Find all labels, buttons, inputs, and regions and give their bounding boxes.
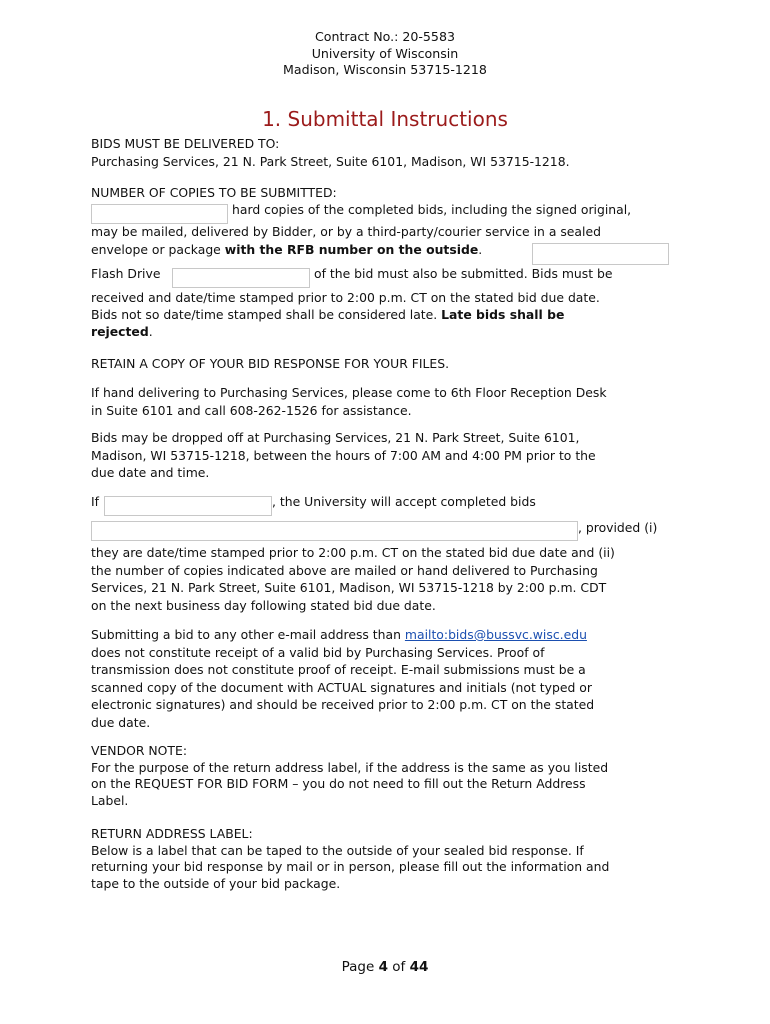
rfb-outside-note: with the RFB number on the outside [224,242,479,257]
late-bids-warning: Late bids shall be [441,307,565,322]
delivery-section [91,135,681,170]
email-line-4: scanned copy of the document with ACTUAL signatures and initials (not typed or [91,679,592,695]
copies-line-6-text: Bids not so date/time stamped shall be considered late. [91,307,442,322]
copies-line-7 [91,323,681,341]
provided-text: , provided (i) [578,520,658,535]
conditional-line-6: on the next business day following stated bid due date. [91,597,436,613]
bids-email-link[interactable]: mailto:bids@bussvc.wisc.edu [404,627,587,642]
accept-text: , the University will accept completed bids [272,494,536,509]
flash-drive-field[interactable] [172,268,310,288]
vendor-note-line-1: For the purpose of the return address label, if the address is the same as you listed [91,759,609,775]
dropoff-line-2: Madison, WI 53715-1218, between the hours of 7:00 AM and 4:00 PM prior to the [91,447,596,463]
dropoff-line-1: Bids may be dropped off at Purchasing Services, 21 N. Park Street, Suite 6101, [91,430,580,445]
copies-line-3-text: envelope or package [91,242,225,257]
delivery-heading: BIDS MUST BE DELIVERED TO: [91,136,280,151]
copies-line-2: may be mailed, delivered by Bidder, or by a third-party/courier service in a sealed [91,224,601,239]
page-footer [0,959,770,975]
copies-line-3-end: . [478,242,483,257]
return-label-section [91,826,681,892]
conditional-line-4: the number of copies indicated above are mailed or hand delivered to Purchasing [91,562,598,578]
page-number: 4 [378,959,388,975]
dropoff-section [91,429,681,482]
return-label-line-3: tape to the outside of your bid package. [91,875,341,891]
email-section [91,626,681,731]
vendor-note-line-2: on the REQUEST FOR BID FORM – you do not need to fill out the Return Address [91,776,586,791]
university-name: University of Wisconsin [311,45,459,61]
email-line-1-text: Submitting a bid to any other e-mail address than [91,627,405,642]
if-condition-field[interactable] [104,496,272,516]
page-label: Page [341,959,379,975]
return-label-line-2: returning your bid response by mail or in person, please fill out the information and [91,859,610,874]
copies-line-7-end: . [148,324,153,339]
section-title: 1. Submittal Instructions [262,107,508,131]
return-label-heading: RETURN ADDRESS LABEL: [91,826,253,841]
return-label-line-1: Below is a label that can be taped to the outside of your sealed bid response. If [91,842,584,858]
vendor-note-section [91,743,681,809]
conditional-line-3: they are date/time stamped prior to 2:00 p.m. CT on the stated bid due date and (ii) [91,545,615,560]
total-pages: 44 [409,959,429,975]
rejected-word: rejected [91,324,149,339]
conditional-line-5: Services, 21 N. Park Street, Suite 6101, Madison, WI 53715-1218 by 2:00 p.m. CDT [91,580,607,595]
vendor-note-line-3: Label. [91,792,129,808]
email-line-6: due date. [91,714,151,730]
hand-delivery-section [91,384,681,419]
retain-copy-note: RETAIN A COPY OF YOUR BID RESPONSE FOR YOUR FILES. [91,356,450,371]
email-line-2: does not constitute receipt of a valid bid by Purchasing Services. Proof of [91,644,545,660]
copies-line-5: received and date/time stamped prior to 2:00 p.m. CT on the stated bid due date. [91,290,600,305]
hand-delivery-line-2: in Suite 6101 and call 608-262-1526 for assistance. [91,402,412,418]
contract-number: Contract No.: 20-5583 [315,29,455,44]
email-line-3: transmission does not constitute proof of receipt. E-mail submissions must be a [91,662,586,677]
copies-heading: NUMBER OF COPIES TO BE SUBMITTED: [91,185,337,200]
delivery-address: Purchasing Services, 21 N. Park Street, Suite 6101, Madison, WI 53715-1218. [91,153,570,169]
if-label: If [91,494,100,509]
flash-drive-label: Flash Drive [91,266,161,281]
flash-drive-text: of the bid must also be submitted. Bids must be [314,266,613,281]
copies-line-6 [91,306,681,324]
accept-method-field[interactable] [91,521,578,541]
copies-extra-field[interactable] [532,243,669,265]
document-header [0,29,770,79]
university-address: Madison, Wisconsin 53715-1218 [283,62,487,77]
email-line-5: electronic signatures) and should be received prior to 2:00 p.m. CT on the stated [91,697,595,712]
conditional-section [91,544,681,614]
hand-delivery-line-1: If hand delivering to Purchasing Services, please come to 6th Floor Reception Desk [91,385,607,400]
of-label: of [387,959,410,975]
vendor-note-heading: VENDOR NOTE: [91,743,188,758]
dropoff-line-3: due date and time. [91,465,210,480]
hard-copies-text: hard copies of the completed bids, including the signed original, [232,202,632,217]
hard-copies-field[interactable] [91,204,228,224]
email-line-1 [91,626,681,644]
